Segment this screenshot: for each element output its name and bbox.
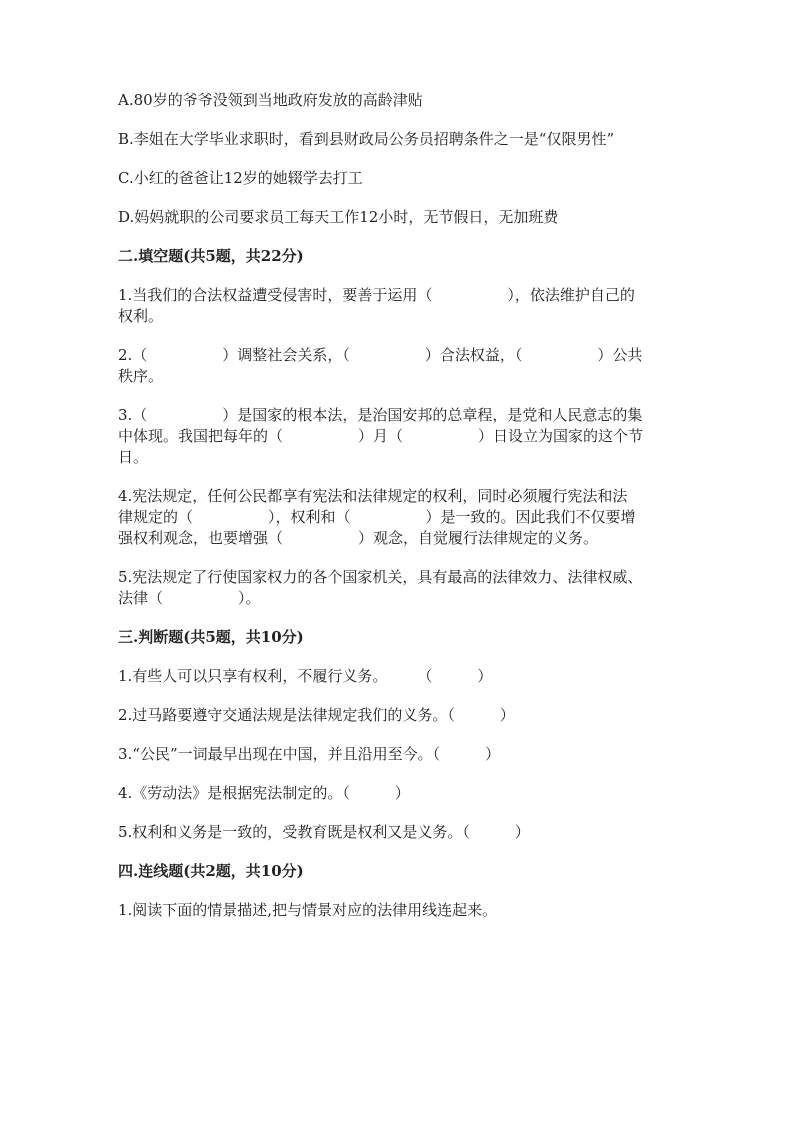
fill-blank-question-2: [118, 345, 688, 387]
question-line: 法律（ ）。: [118, 589, 261, 607]
question-line: 3.（ ）是国家的根本法，是治国安邦的总章程，是党和人民意志的集: [118, 406, 643, 424]
fill-blank-question-5: [118, 567, 688, 609]
question-line: 1.当我们的合法权益遭受侵害时，要善于运用（ ），依法维护自己的: [118, 286, 635, 304]
true-false-question-3: 3.“公民”一词最早出现在中国，并且沿用至今。（ ）: [118, 745, 501, 763]
exam-page: [118, 90, 688, 939]
fill-blank-question-4: [118, 486, 688, 549]
question-line: 中体现。我国把每年的（ ）月（ ）日设立为国家的这个节: [118, 427, 644, 445]
option-c: C.小红的爸爸让12岁的她辍学去打工: [118, 169, 363, 187]
fill-blank-question-1: [118, 285, 688, 327]
question-line: 秩序。: [118, 367, 164, 385]
question-line: 强权利观念，也要增强（ ）观念，自觉履行法律规定的义务。: [118, 529, 599, 547]
question-line: 5.宪法规定了行使国家权力的各个国家机关，具有最高的法律效力、法律权威、: [118, 568, 643, 586]
section-heading-true-false: 三.判断题(共5题，共10分): [118, 628, 304, 646]
question-line: 权利。: [118, 307, 164, 325]
option-d: D.妈妈就职的公司要求员工每天工作12小时，无节假日，无加班费: [118, 208, 559, 226]
question-line: 2.（ ）调整社会关系，（ ）合法权益，（ ）公共: [118, 346, 643, 364]
true-false-question-1: 1.有些人可以只享有权利，不履行义务。 （ ）: [118, 667, 493, 685]
section-heading-fill-blank: 二.填空题(共5题，共22分): [118, 247, 304, 265]
true-false-question-5: 5.权利和义务是一致的，受教育既是权利又是义务。（ ）: [118, 823, 530, 841]
option-a: A.80岁的爷爷没领到当地政府发放的高龄津贴: [118, 91, 423, 109]
matching-question-1: 1.阅读下面的情景描述,把与情景对应的法律用线连起来。: [118, 901, 498, 919]
question-line: 4.宪法规定，任何公民都享有宪法和法律规定的权利，同时必须履行宪法和法: [118, 487, 628, 505]
section-heading-matching: 四.连线题(共2题，共10分): [118, 862, 304, 880]
question-line: 日。: [118, 448, 149, 466]
question-line: 律规定的（ ），权利和（ ）是一致的。因此我们不仅要增: [118, 508, 636, 526]
fill-blank-question-3: [118, 405, 688, 468]
true-false-question-4: 4.《劳动法》是根据宪法制定的。（ ）: [118, 784, 410, 802]
true-false-question-2: 2.过马路要遵守交通法规是法律规定我们的义务。（ ）: [118, 706, 515, 724]
option-b: B.李姐在大学毕业求职时，看到县财政局公务员招聘条件之一是“仅限男性”: [118, 130, 615, 148]
